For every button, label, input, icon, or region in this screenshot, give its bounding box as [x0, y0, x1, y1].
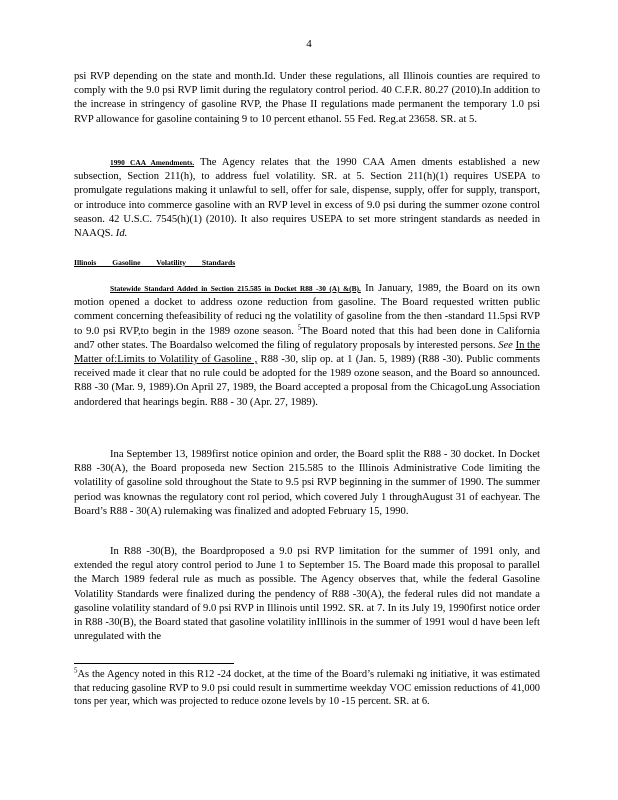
footnote-text: As the Agency noted in this R12 -24 docket, at the time of the Board’s rulemaki ng initiative, it was estimated that reducing gasoline RVP to 9.0 psi could result in summertime weekday VOC emission reductions of 41,000 tons per year, which was projected to reduce ozone levels by 10 -15 percent. SR. at 6. [74, 669, 540, 708]
paragraph-text: The Board noted that this had been done in California and7 other states. The Boardalso welcomed the filing of regulatory proposals by interested persons. [74, 325, 540, 351]
paragraph-r88-30b [74, 545, 540, 644]
section-heading: Illinois Gasoline Volatility Standards [74, 258, 236, 267]
footnote-reference: 5 [297, 323, 302, 332]
paragraph-text: R88 -30, slip op. at 1 (Jan. 5, 1989) (R88 -30). Public comments received made it clear that no rule could be adopted for the 1989 ozone season, and the Board so announced. R88 -30 (Mar. 9, 1989).On April 27, 1989, the Board accepted a proposal from the ChicagoLung Association andordered that hearings begin. R88 - 30 (Apr. 27, 1989). [74, 354, 540, 408]
case-name: In the Matter of:Limits to Volatility of Gasoline , [74, 339, 540, 366]
statewide-heading: Statewide Standard Added in Section 215.585 in Docket R88 -30 (A) &(B). [110, 284, 361, 293]
caa-heading: 1990 CAA Amendments. [110, 158, 195, 167]
paragraph-text: In R88 -30(B), the Boardproposed a 9.0 psi RVP limitation for the summer of 1991 only, and extended the regul atory control period to June 1 to September 15. The Board made this proposal to parallel the March 1989 federal rule as much as possible. The Agency observes that, while the federal Gasoline Volatility Standards were finalized during the pendency of R88 -30(A), the federal rules did not mandate a gasoline volatility standard of 9.0 psi RVP in Illinois until 1992. SR. at 7. In its July 19, 1990first notice order in R88 -30(B), the Board stated that gasoline volatility inIllinois in the summer of 1991 woul d have been left unregulated with the [74, 546, 540, 643]
paragraph-phase-ii [74, 70, 540, 127]
paragraph-statewide-standard [74, 282, 540, 410]
paragraph-text: The Agency relates that the 1990 CAA Amen dments established a new subsection, Section 211(h), to address fuel volatility. SR. at 5. Section 211(h)(1) requires USEPA to promulgate regulations making it unlawful to sell, offer for sale, dispense, supply, offer for supply, transport, or introduce into commerce gasoline with an RVP level in excess of 9.0 psi during the summer ozone control season. 42 U.S.C. 7545(h)(1) (2010). It also requires USEPA to set more stringent standards as needed in NAAQS. [74, 157, 540, 240]
paragraph-text: psi RVP depending on the state and month.Id. Under these regulations, all Illinois counties are required to comply with the 9.0 psi RVP limit during the regulatory control period. 40 C.F.R. 80.27 (2010).In addition to the increase in stringency of gasoline RVP, the Phase II regulations made permanent the temporary 1.0 psi RVP allowance for gasoline containing 9 to 10 percent ethanol. 55 Fed. Reg.at 23658. SR. at 5. [74, 71, 540, 125]
paragraph-r88-30a [74, 448, 540, 519]
paragraph-caa-amendments [74, 156, 540, 241]
page-number: 4 [306, 38, 312, 50]
citation: Id. [115, 228, 128, 240]
footnote-marker: 5 [74, 666, 78, 675]
see-signal: See [498, 339, 513, 351]
footnote-divider [74, 663, 234, 664]
paragraph-text: In January, 1989, the Board on its own motion opened a docket to address ozone reduction from gasoline. The Board requested written public comment concerning thefeasibility of reduci ng the volatility of gasoline from the then -standard 11.5psi RVP to 9.0 psi RVP,to begin in the 1989 ozone season. [74, 283, 540, 337]
paragraph-text: Ina September 13, 1989first notice opinion and order, the Board split the R88 - 30 docket. In Docket R88 -30(A), the Board proposeda new Section 215.585 to the Illinois Administrative Code limiting the volatility of gasoline sold throughout the State to 9.5 psi RVP beginning in the summer of 1990. The summer period was knownas the regulatory cont rol period, which covered July 1 throughAugust 31 of eachyear. The Board’s R88 - 30(A) rulemaking was finalized and adopted February 15, 1990. [74, 449, 540, 517]
footnote [74, 668, 540, 709]
